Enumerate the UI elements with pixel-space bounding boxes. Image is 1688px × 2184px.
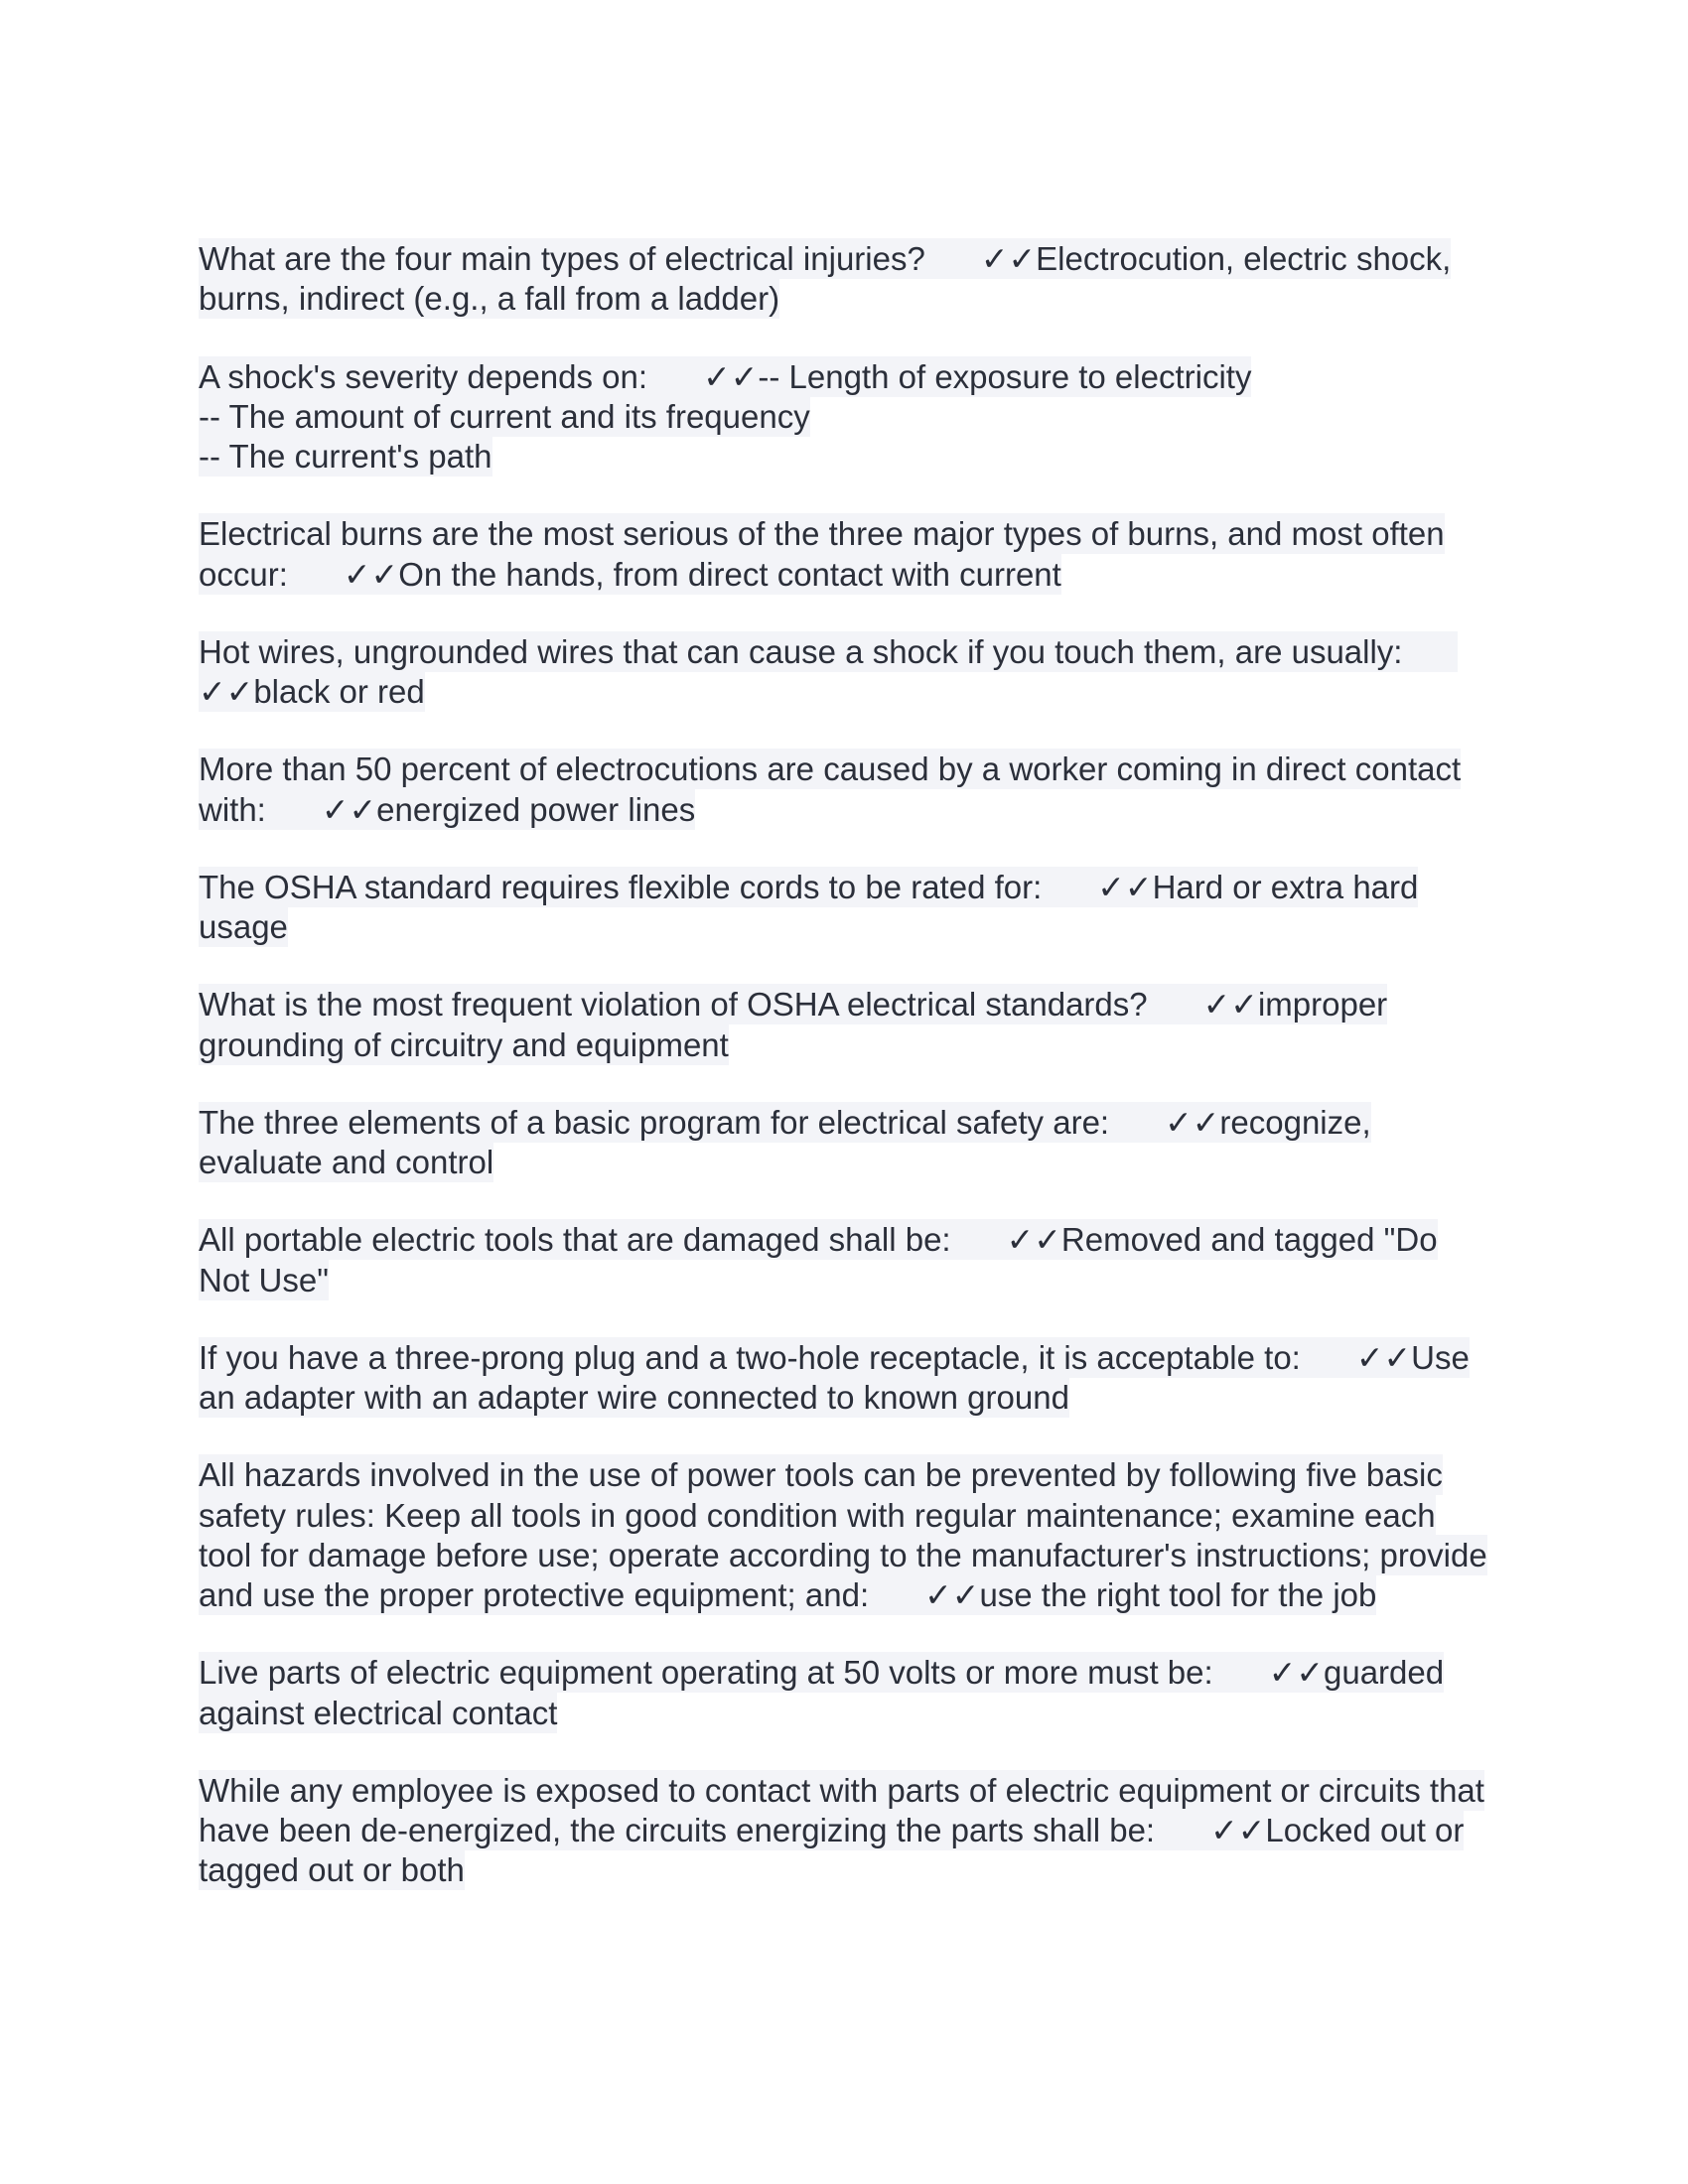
- question-text: The three elements of a basic program for electrical safety are:: [199, 1103, 1110, 1141]
- check-icon: ✓✓: [1006, 1221, 1061, 1259]
- check-icon: ✓✓: [1268, 1654, 1324, 1692]
- check-icon: ✓✓: [343, 555, 399, 593]
- question-text: While any employee is exposed to contact with parts of electric equipment or circuits that have been de-energized, the circuits energizing the parts shall be:: [199, 1771, 1484, 1848]
- question-text: If you have a three-prong plug and a two-hole receptacle, it is acceptable to:: [199, 1338, 1301, 1376]
- qa-item: [199, 868, 1489, 948]
- check-icon: ✓✓: [1210, 1812, 1266, 1848]
- question-text: Electrical burns are the most serious of the three major types of burns, and most often occur:: [199, 515, 1445, 593]
- question-text: What is the most frequent violation of OSHA electrical standards?: [199, 986, 1148, 1024]
- question-text: A shock's severity depends on:: [199, 357, 648, 395]
- qa-item: [199, 1220, 1489, 1300]
- answer-text: Locked out or tagged out or both: [199, 1812, 1465, 1889]
- answer-text: energized power lines: [376, 790, 696, 828]
- check-icon: ✓✓: [1355, 1338, 1412, 1376]
- answer-text: improper grounding of circuitry and equipment: [199, 986, 1388, 1063]
- check-icon: ✓✓: [1097, 868, 1153, 905]
- answer-text: -- Length of exposure to electricity: [758, 357, 1252, 395]
- check-icon: ✓✓: [703, 357, 759, 395]
- answer-line: -- The amount of current and its frequency: [199, 397, 810, 435]
- answer-text: guarded against electrical contact: [199, 1654, 1445, 1731]
- check-icon: ✓✓: [321, 790, 377, 828]
- answer-text: recognize, evaluate and control: [199, 1103, 1371, 1180]
- qa-item: [199, 357, 1489, 478]
- qa-item: [199, 1338, 1489, 1419]
- check-icon: ✓✓: [199, 673, 254, 710]
- answer-text: black or red: [253, 673, 425, 710]
- question-text: More than 50 percent of electrocutions are caused by a worker coming in direct contact with:: [199, 751, 1462, 828]
- question-text: All portable electric tools that are damaged shall be:: [199, 1221, 951, 1259]
- check-icon: ✓✓: [924, 1576, 980, 1613]
- answer-text: Removed and tagged "Do Not Use": [199, 1221, 1438, 1298]
- answer-text: Use an adapter with an adapter wire connected to known ground: [199, 1338, 1470, 1416]
- answer-text: Electrocution, electric shock, burns, indirect (e.g., a fall from a ladder): [199, 240, 1452, 318]
- qa-item: [199, 1653, 1489, 1733]
- question-text: What are the four main types of electrical injuries?: [199, 240, 925, 277]
- question-text: All hazards involved in the use of power tools can be prevented by following five basic safety rules: Keep all tools in good condition with regular maintenance; examine each tool for damage before use; operate according to the manufacturer's instructions; provide and use the proper protective equipment; and:: [199, 1456, 1487, 1613]
- question-text: Live parts of electric equipment operating at 50 volts or more must be:: [199, 1654, 1213, 1692]
- qa-item: [199, 632, 1489, 713]
- answer-text: On the hands, from direct contact with current: [398, 555, 1061, 593]
- qa-item: [199, 985, 1489, 1065]
- qa-item: [199, 239, 1489, 320]
- check-icon: ✓✓: [1202, 986, 1258, 1024]
- qa-item: [199, 1455, 1489, 1615]
- qa-item: [199, 1103, 1489, 1183]
- answer-text: Hard or extra hard usage: [199, 868, 1419, 945]
- check-icon: ✓✓: [980, 240, 1037, 277]
- check-icon: ✓✓: [1165, 1103, 1220, 1141]
- document-page: [199, 239, 1489, 1929]
- qa-item: [199, 1771, 1489, 1891]
- qa-item: [199, 750, 1489, 830]
- question-text: The OSHA standard requires flexible cords to be rated for:: [199, 868, 1043, 905]
- answer-text: use the right tool for the job: [979, 1576, 1377, 1613]
- answer-line: -- The current's path: [199, 438, 492, 475]
- qa-item: [199, 514, 1489, 595]
- question-text: Hot wires, ungrounded wires that can cause a shock if you touch them, are usually:: [199, 632, 1403, 670]
